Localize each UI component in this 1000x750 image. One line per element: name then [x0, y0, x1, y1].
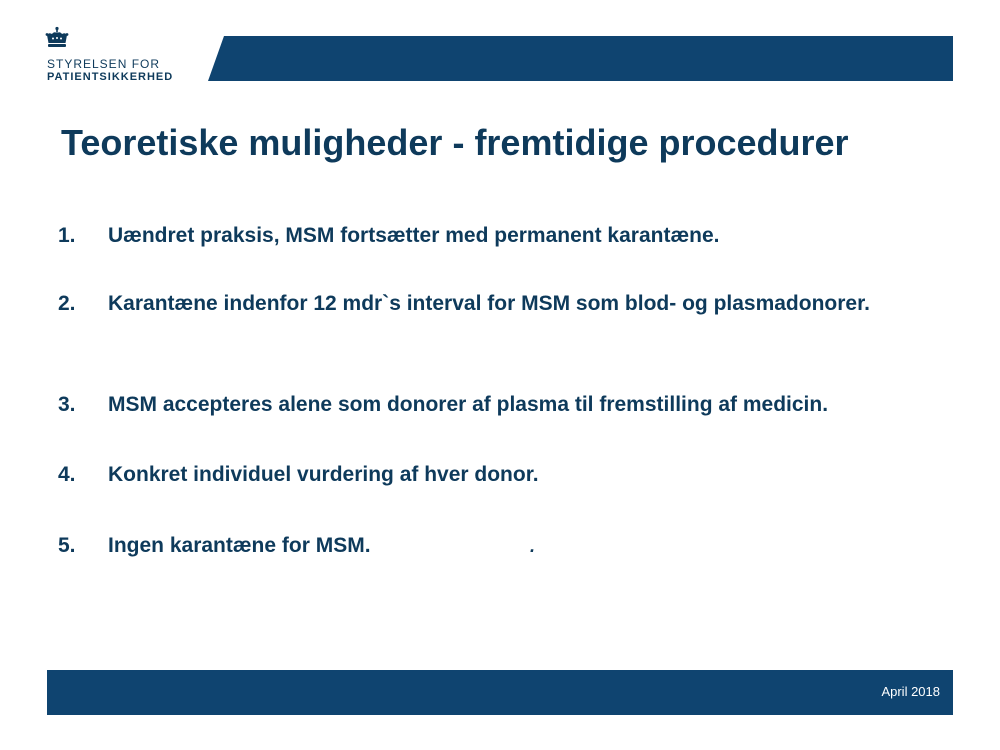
list-item-number: 4. — [58, 463, 76, 486]
list-item-text: Uændret praksis, MSM fortsætter med permanent karantæne. — [108, 224, 720, 247]
list-item-text: Karantæne indenfor 12 mdr`s interval for MSM som blod- og plasmadonorer. — [108, 292, 870, 315]
list-item-text: MSM accepteres alene som donorer af plasma til fremstilling af medicin. — [108, 393, 829, 416]
list-item — [58, 532, 968, 560]
list-item-number: 1. — [58, 224, 76, 247]
list-item-text: Konkret individuel vurdering af hver donor. — [108, 463, 539, 486]
list-item-number: 2. — [58, 292, 76, 315]
list-item — [58, 391, 968, 419]
footer-band — [47, 670, 953, 715]
slide-title: Teoretiske muligheder - fremtidige procedurer — [61, 122, 849, 163]
footer-date: April 2018 — [881, 684, 940, 699]
crown-icon — [44, 26, 70, 52]
list-item-text: Ingen karantæne for MSM. — [108, 534, 371, 557]
list-item-number: 5. — [58, 534, 76, 557]
list-item-number: 3. — [58, 393, 76, 416]
list-item — [58, 222, 968, 250]
logo-text-line2: PATIENTSIKKERHED — [47, 71, 174, 83]
stray-mark: . — [530, 536, 536, 556]
logo-text-line1: STYRELSEN FOR — [47, 57, 161, 71]
list-item — [58, 290, 888, 318]
agency-logo — [44, 26, 204, 86]
list-item — [58, 461, 968, 489]
header-band — [208, 36, 953, 81]
